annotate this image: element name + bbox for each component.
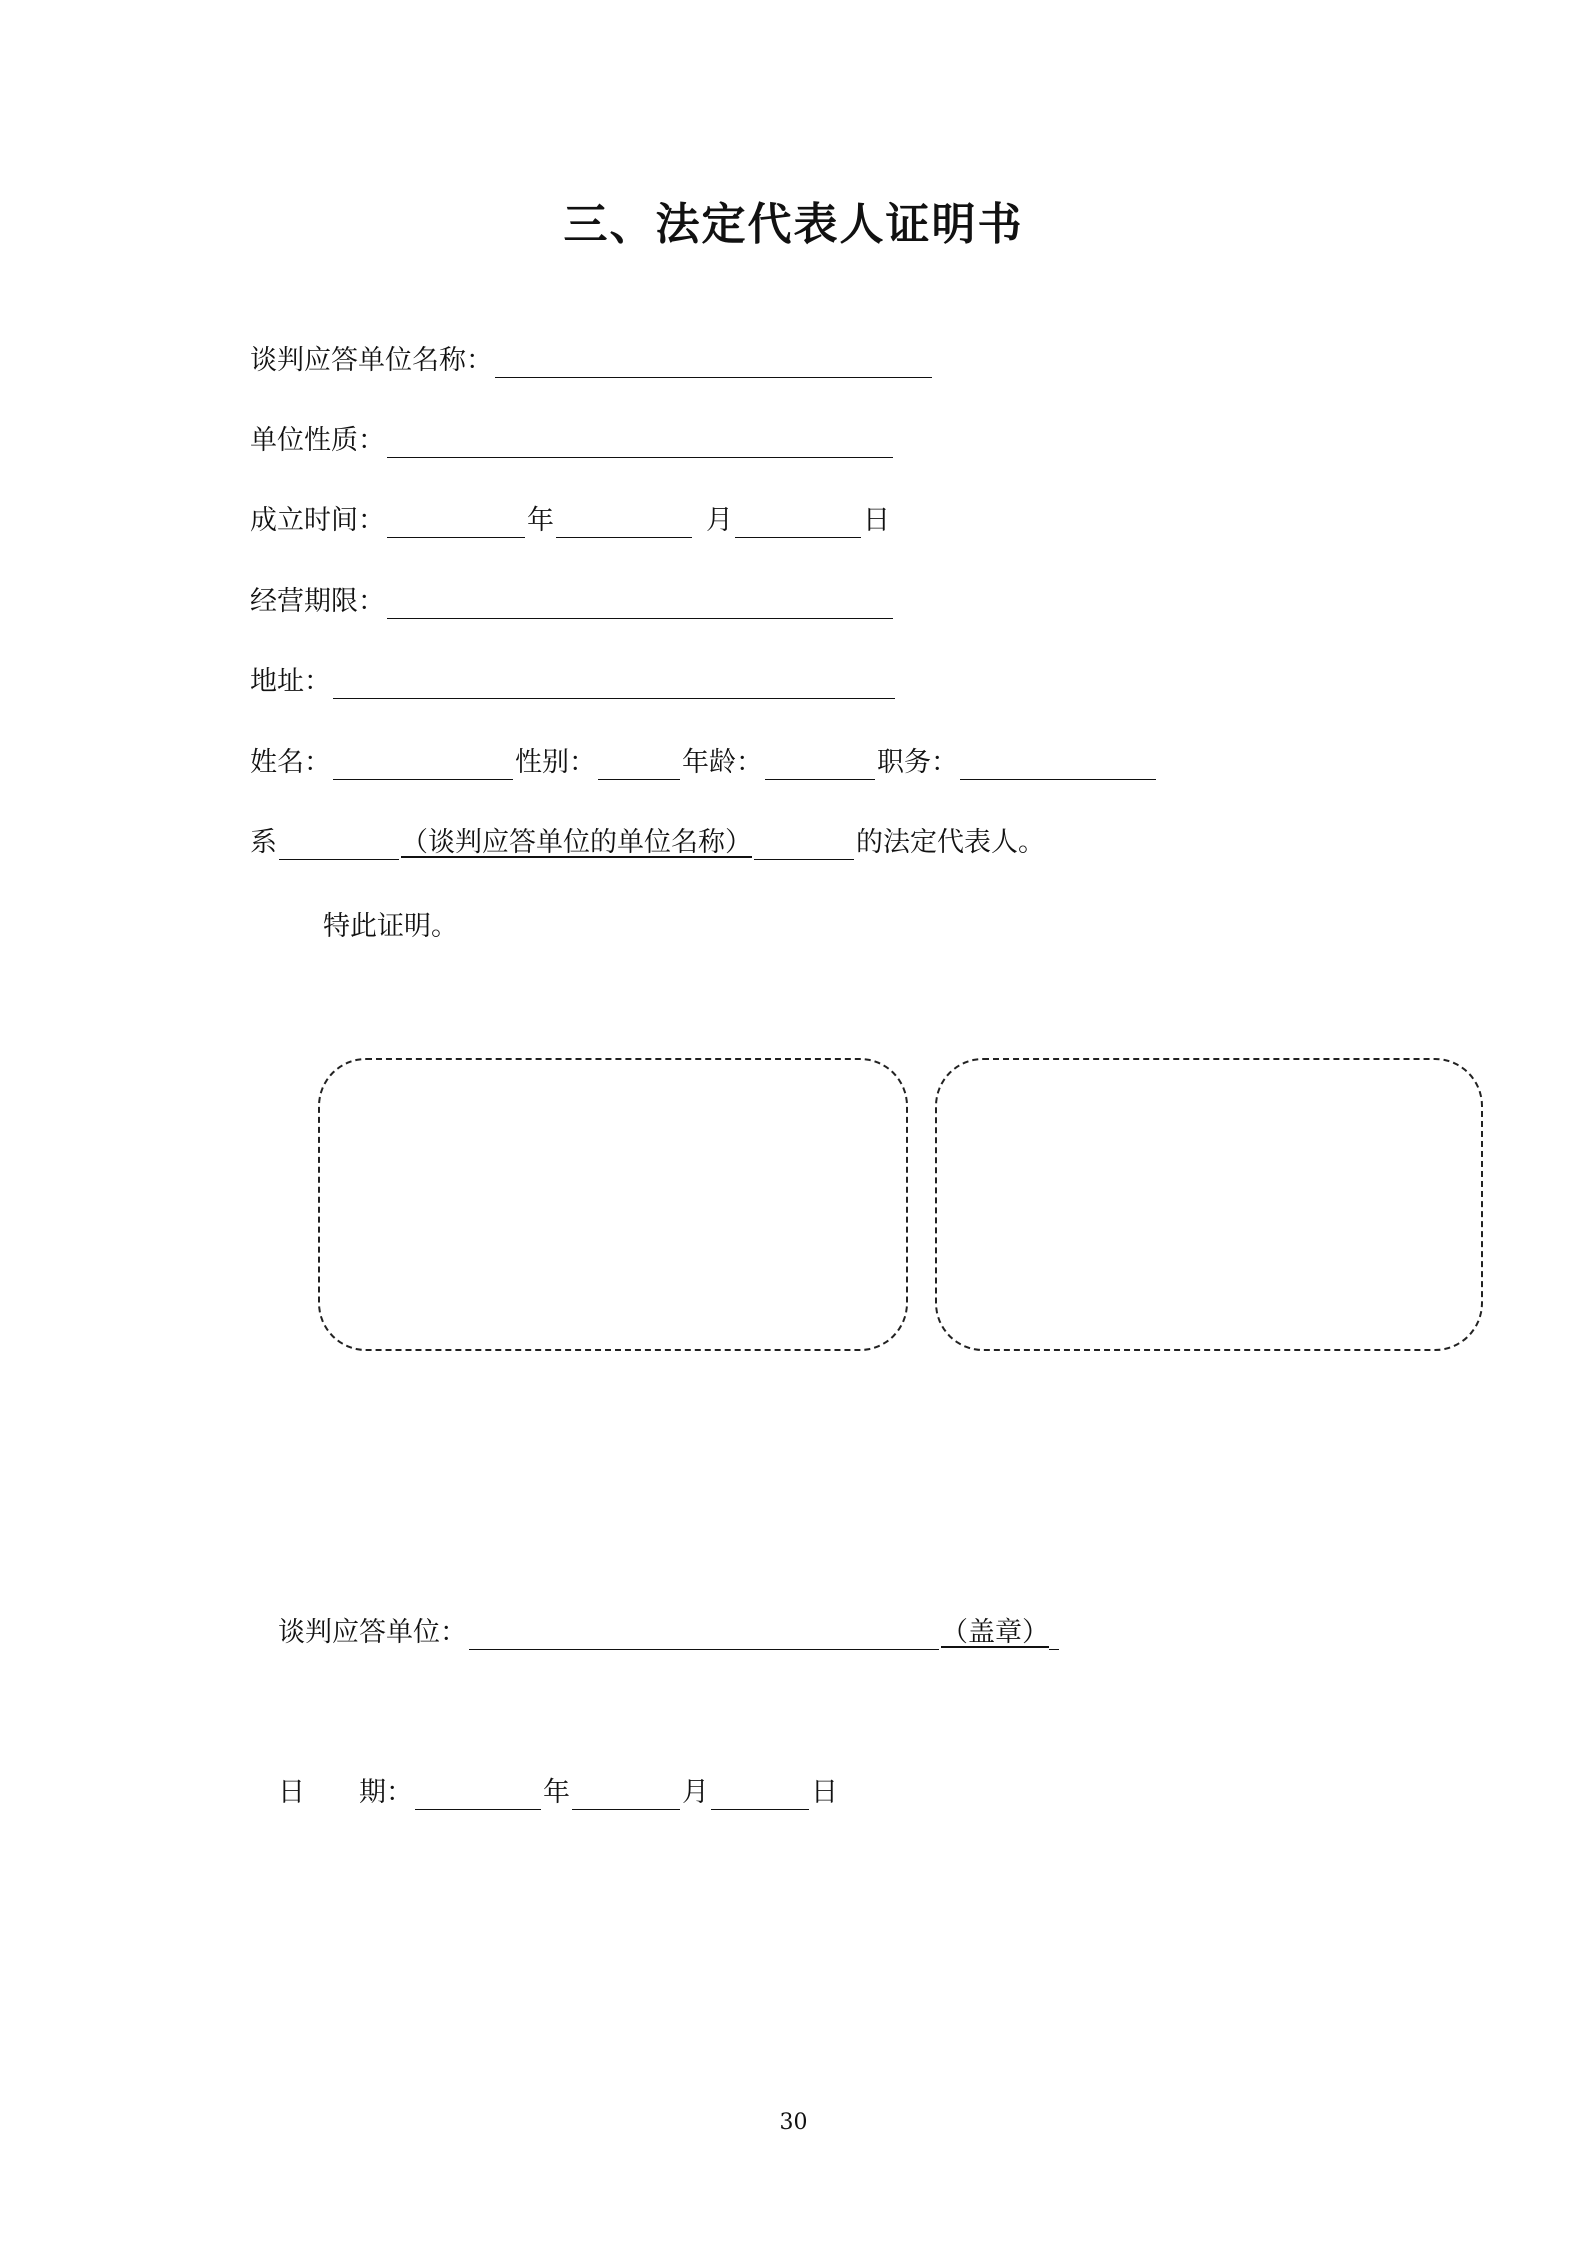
bidder-name-row (250, 338, 934, 378)
signature-bidder-row (278, 1610, 1061, 1650)
gender-label: 性别： (515, 747, 596, 778)
established-year-field[interactable] (387, 507, 525, 538)
signature-date-row (278, 1770, 838, 1810)
address-label: 地址： (250, 666, 331, 697)
name-field[interactable] (333, 749, 513, 780)
bidder-name-field[interactable] (495, 347, 932, 378)
established-row (250, 498, 890, 538)
business-term-field[interactable] (387, 588, 893, 619)
statement-placeholder: （谈判应答单位的单位名称） (401, 827, 752, 858)
age-label: 年龄： (682, 747, 763, 778)
established-month-label: 月 (706, 505, 733, 536)
seal-note: （盖章） (941, 1617, 1049, 1648)
person-row (250, 740, 1158, 780)
date-label-2: 期： (359, 1777, 413, 1808)
id-card-back-box[interactable] (935, 1058, 1483, 1351)
established-month-field[interactable] (556, 507, 692, 538)
established-day-field[interactable] (735, 507, 861, 538)
page-number: 30 (779, 2110, 808, 2135)
signature-month-label: 月 (682, 1777, 709, 1808)
bidder-name-label: 谈判应答单位名称： (250, 345, 493, 376)
position-field[interactable] (960, 749, 1156, 780)
statement-blank-right[interactable] (754, 829, 854, 860)
established-label: 成立时间： (250, 505, 385, 536)
established-year-label: 年 (527, 505, 554, 536)
gender-field[interactable] (598, 749, 680, 780)
signature-month-field[interactable] (572, 1779, 680, 1810)
seal-note-tail (1049, 1619, 1059, 1650)
signature-bidder-label: 谈判应答单位： (278, 1617, 467, 1648)
address-row (250, 659, 897, 699)
established-day-label: 日 (863, 505, 890, 536)
business-term-label: 经营期限： (250, 586, 385, 617)
address-field[interactable] (333, 668, 895, 699)
statement-row (250, 820, 1045, 860)
statement-prefix: 系 (250, 827, 277, 858)
page-title: 三、法定代表人证明书 (563, 199, 1024, 250)
business-term-row (250, 579, 895, 619)
statement-suffix: 的法定代表人。 (856, 827, 1045, 858)
id-card-front-box[interactable] (318, 1058, 908, 1351)
signature-day-field[interactable] (711, 1779, 809, 1810)
unit-nature-field[interactable] (387, 427, 893, 458)
position-label: 职务： (877, 747, 958, 778)
unit-nature-label: 单位性质： (250, 425, 385, 456)
signature-year-field[interactable] (415, 1779, 541, 1810)
unit-nature-row (250, 418, 895, 458)
statement-blank-left[interactable] (279, 829, 399, 860)
name-label: 姓名： (250, 747, 331, 778)
signature-year-label: 年 (543, 1777, 570, 1808)
signature-day-label: 日 (811, 1777, 838, 1808)
date-label-1: 日 (278, 1777, 305, 1808)
signature-bidder-field[interactable] (469, 1619, 939, 1650)
certify-text (323, 904, 458, 944)
certify-label: 特此证明。 (323, 911, 458, 942)
age-field[interactable] (765, 749, 875, 780)
